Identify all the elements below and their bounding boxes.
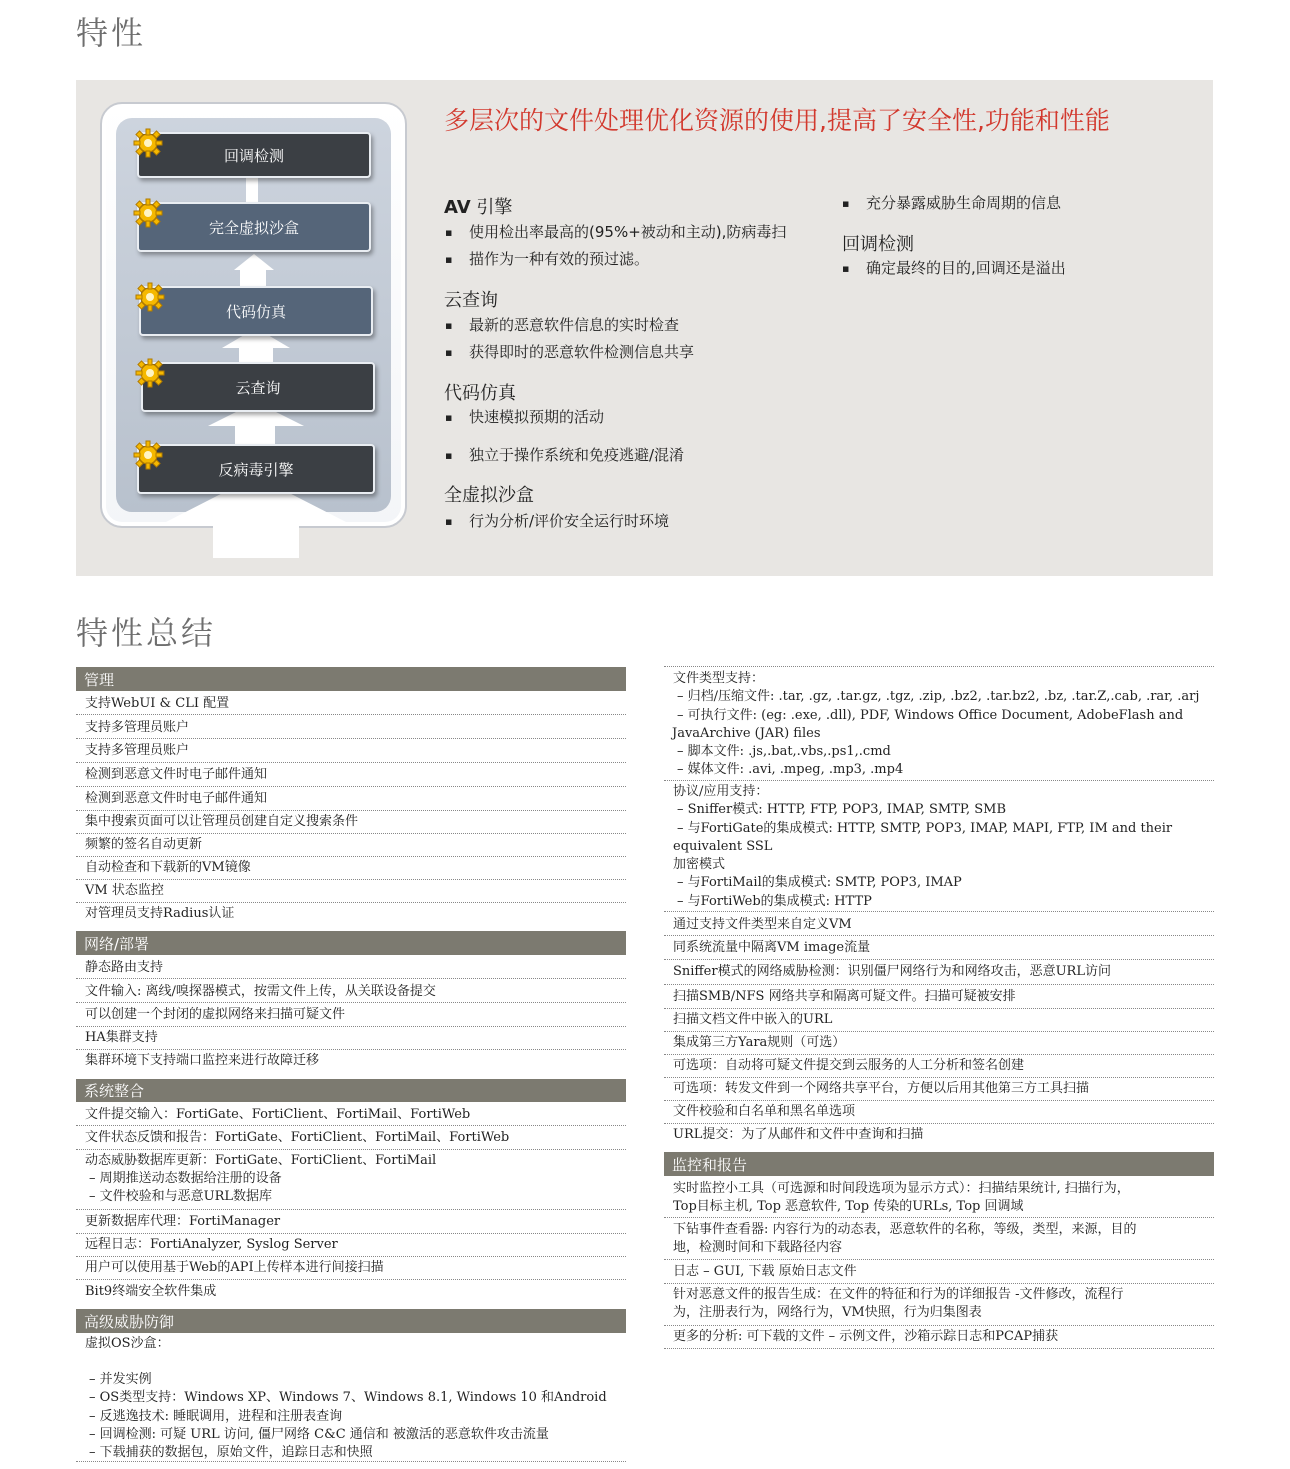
bullet-item: ▪ 使用检出率最高的(95%+被动和主动),防病毒扫 xyxy=(469,219,786,246)
category-network: 网络/部署 xyxy=(76,931,626,955)
row-text: 更多的分析: 可下载的文件 – 示例文件，沙箱示踪日志和PCAP捕获 xyxy=(673,1329,1059,1344)
section-av-engine xyxy=(444,193,512,219)
table-row xyxy=(76,1050,626,1075)
table-row xyxy=(664,1285,1214,1326)
row-text: 更新数据库代理：FortiManager xyxy=(85,1214,281,1229)
diagram-box-av: 反病毒引擎 xyxy=(137,444,375,494)
row-text: 检测到恶意文件时电子邮件通知 xyxy=(85,767,268,782)
row-text: Bit9终端安全软件集成 xyxy=(85,1284,217,1299)
bullet-item: ▪ 获得即时的恶意软件检测信息共享 xyxy=(469,339,694,366)
row-text: 可选项：转发文件到一个网络共享平台，方便以后用其他第三方工具扫描 xyxy=(673,1081,1090,1096)
row-text: – 周期推送动态数据给注册的设备 xyxy=(89,1171,282,1186)
row-text: – 可执行文件: (eg: .exe, .dll), PDF, Windows Office Document, AdobeFlash and xyxy=(677,707,1184,723)
section-full-sandbox: 全虚拟沙盒 xyxy=(444,485,534,506)
row-text: 可以创建一个封闭的虚拟网络来扫描可疑文件 xyxy=(85,1007,346,1022)
row-text: 远程日志：FortiAnalyzer, Syslog Server xyxy=(85,1237,338,1252)
table-row xyxy=(76,1234,626,1257)
row-text: 通过支持文件类型来自定义VM xyxy=(673,917,852,932)
row-text: – OS类型支持：Windows XP、Windows 7、Windows 8.1, Windows 10 和Android xyxy=(89,1390,607,1406)
bullet-item: ▪ 确定最终的目的,回调还是溢出 xyxy=(866,255,1066,282)
row-text: 用户可以使用基于Web的API上传样本进行间接扫描 xyxy=(85,1260,384,1275)
table-row xyxy=(664,986,1214,1009)
row-text: 支持WebUI & CLI 配置 xyxy=(85,696,230,711)
gear-icon xyxy=(135,282,165,312)
section-callback-detection: 回调检测 xyxy=(842,234,914,255)
table-row xyxy=(76,1280,626,1305)
row-text: 虚拟OS沙盒： xyxy=(85,1336,170,1351)
bullet-item: ▪ 最新的恶意软件信息的实时检查 xyxy=(469,312,679,339)
table-row xyxy=(76,857,626,880)
table-row xyxy=(76,980,626,1003)
row-text: – 归档/压缩文件: .tar, .gz, .tar.gz, .tgz, .zip, .bz2, .tar.bz2, .bz, .tar.Z,.cab, .rar, .arj xyxy=(677,689,1200,705)
category-system-integration: 系统整合 xyxy=(76,1079,626,1102)
table-row xyxy=(76,1004,626,1027)
table-row xyxy=(76,811,626,834)
table-row xyxy=(664,1055,1214,1078)
row-text: 集中搜索页面可以让管理员创建自定义搜索条件 xyxy=(85,814,359,829)
row-text: 支持多管理员账户 xyxy=(85,743,190,758)
row-text: Sniffer模式的网络威胁检测：识别僵尸网络行为和网络攻击，恶意URL访问 xyxy=(673,964,1111,979)
row-text: 下钻事件查看器: 内容行为的动态表，恶意软件的名称，等级，类型，来源，目的 xyxy=(673,1222,1137,1237)
bullet-item: ▪ 独立于操作系统和免疫逃避/混淆 xyxy=(469,442,684,469)
row-text: – 脚本文件: .js,.bat,.vbs,.ps1,.cmd xyxy=(677,744,891,760)
row-text: HA集群支持 xyxy=(85,1030,158,1045)
table-row xyxy=(664,961,1214,985)
table-row xyxy=(76,956,626,979)
table-row xyxy=(76,1103,626,1126)
row-text: 针对恶意文件的报告生成：在文件的特征和行为的详细报告 -文件修改，流程行 xyxy=(673,1287,1124,1302)
diagram-box-emulation: 代码仿真 xyxy=(139,286,373,336)
row-text: – 与FortiGate的集成模式: HTTP, SMTP, POP3, IMAP, MAPI, FTP, IM and their xyxy=(677,820,1173,836)
table-row xyxy=(76,692,626,715)
section-code-emulation: 代码仿真 xyxy=(444,383,516,404)
table-row xyxy=(664,1032,1214,1055)
row-text: 协议/应用支持： xyxy=(673,784,769,799)
arrow-icon xyxy=(240,270,266,286)
row-text: 文件类型支持： xyxy=(673,671,765,686)
bullet-item: ▪ 行为分析/评价安全运行时环境 xyxy=(469,508,669,535)
row-text: 集成第三方Yara规则（可选） xyxy=(673,1035,846,1050)
row-text: – 媒体文件: .avi, .mpeg, .mp3, .mp4 xyxy=(677,762,904,778)
category-monitoring: 监控和报告 xyxy=(664,1152,1214,1176)
row-text: Top目标主机, Top 恶意软件, Top 传染的URLs, Top 回调域 xyxy=(673,1199,1024,1214)
row-text: 扫描SMB/NFS 网络共享和隔离可疑文件。扫描可疑被安排 xyxy=(673,989,1016,1004)
table-row xyxy=(76,903,626,926)
table-row xyxy=(76,716,626,739)
arrow-icon xyxy=(234,254,274,270)
row-text: 加密模式 xyxy=(673,857,726,873)
category-management: 管理 xyxy=(76,667,626,691)
row-text: 文件状态反馈和报告：FortiGate、FortiClient、FortiMail、FortiWeb xyxy=(85,1130,510,1145)
table-row xyxy=(664,1177,1214,1218)
table-row xyxy=(664,1219,1214,1260)
table-row xyxy=(76,1151,626,1210)
row-text: – 反逃逸技术: 睡眠调用，进程和注册表查询 xyxy=(89,1408,343,1424)
page-title-summary: 特性总结 xyxy=(76,614,217,652)
row-text: – 文件校验和与恶意URL数据库 xyxy=(89,1189,273,1204)
row-text: 日志 – GUI, 下载 原始日志文件 xyxy=(673,1264,857,1279)
table-row xyxy=(76,1127,626,1150)
av-suffix: 引擎 xyxy=(470,197,513,218)
category-advanced-threat: 高级威胁防御 xyxy=(76,1309,626,1333)
row-text: 文件输入: 离线/嗅探器模式，按需文件上传，从关联设备提交 xyxy=(85,984,436,999)
row-text: equivalent SSL xyxy=(673,838,773,854)
gear-icon xyxy=(133,128,163,158)
table-row xyxy=(664,1101,1214,1124)
gear-icon xyxy=(135,358,165,388)
row-text: 对管理员支持Radius认证 xyxy=(85,906,235,921)
table-row xyxy=(664,937,1214,960)
row-text: 集群环境下支持端口监控来进行故障迁移 xyxy=(85,1053,320,1068)
table-row xyxy=(664,913,1214,936)
table-row xyxy=(76,1334,626,1462)
row-text: VM 状态监控 xyxy=(85,883,164,898)
row-text: 频繁的签名自动更新 xyxy=(85,837,203,852)
gear-icon xyxy=(133,198,163,228)
table-row xyxy=(76,1257,626,1280)
row-text: – 下载捕获的数据包，原始文件，追踪日志和快照 xyxy=(89,1445,373,1461)
diagram-box-cloud: 云查询 xyxy=(141,362,375,412)
bullet-item: ▪ 快速模拟预期的活动 xyxy=(469,404,604,431)
row-text: 支持多管理员账户 xyxy=(85,720,190,735)
row-spacer xyxy=(85,1353,626,1371)
row-text: 地，检测时间和下载路径内容 xyxy=(673,1240,843,1255)
av-prefix: AV xyxy=(444,197,471,218)
table-row xyxy=(664,1327,1214,1349)
table-row xyxy=(664,1009,1214,1032)
table-row xyxy=(76,764,626,787)
table-row xyxy=(76,1211,626,1234)
table-row xyxy=(664,782,1214,912)
row-text: 检测到恶意文件时电子邮件通知 xyxy=(85,791,268,806)
row-text: – Sniffer模式: HTTP, FTP, POP3, IMAP, SMTP, SMB xyxy=(677,802,1007,818)
gear-icon xyxy=(133,440,163,470)
row-text: – 回调检测: 可疑 URL 访问, 僵尸网络 C&C 通信和 被激活的恶意软件攻击流量 xyxy=(89,1426,549,1442)
row-text: 为，注册表行为，网络行为，VM快照，行为归集图表 xyxy=(673,1305,982,1320)
row-text: – 与FortiWeb的集成模式: HTTP xyxy=(677,893,872,909)
row-text: 实时监控小工具（可选源和时间段选项为显示方式）：扫描结果统计, 扫描行为， xyxy=(673,1181,1130,1196)
page-title-features: 特性 xyxy=(76,14,147,52)
table-row xyxy=(76,740,626,763)
row-text: 自动检查和下载新的VM镜像 xyxy=(85,860,251,875)
feature-headline: 多层次的文件处理优化资源的使用,提高了安全性,功能和性能 xyxy=(444,106,1110,135)
bullet-item: ▪ 充分暴露威胁生命周期的信息 xyxy=(866,190,1061,217)
table-row-top-border xyxy=(664,650,1214,667)
row-text: 文件校验和白名单和黑名单选项 xyxy=(673,1104,856,1119)
row-text: URL提交：为了从邮件和文件中查询和扫描 xyxy=(673,1127,924,1142)
table-row xyxy=(76,788,626,811)
table-row xyxy=(76,1027,626,1050)
row-text: JavaArchive (JAR) files xyxy=(672,725,821,741)
table-row xyxy=(664,1078,1214,1101)
table-row xyxy=(76,834,626,857)
bullet-item-continuation: ▪ 描作为一种有效的预过滤。 xyxy=(469,246,649,273)
table-row xyxy=(664,669,1214,781)
diagram-box-sandbox: 完全虚拟沙盒 xyxy=(137,202,371,252)
row-text: 同系统流量中隔离VM image流量 xyxy=(673,940,871,955)
diagram-box-callback: 回调检测 xyxy=(137,132,371,178)
table-row xyxy=(664,1261,1214,1284)
table-row xyxy=(664,1124,1214,1148)
arrow-icon xyxy=(246,178,258,202)
row-text: – 并发实例 xyxy=(89,1372,152,1388)
table-row xyxy=(76,880,626,903)
row-text: 静态路由支持 xyxy=(85,960,164,975)
section-cloud-query: 云查询 xyxy=(444,290,498,311)
row-text: 可选项：自动将可疑文件提交到云服务的人工分析和签名创建 xyxy=(673,1058,1025,1073)
row-text: 扫描文档文件中嵌入的URL xyxy=(673,1012,833,1027)
row-text: 动态威胁数据库更新：FortiGate、FortiClient、FortiMail xyxy=(85,1153,437,1168)
row-text: 文件提交输入：FortiGate、FortiClient、FortiMail、FortiWeb xyxy=(85,1107,471,1122)
row-text: – 与FortiMail的集成模式: SMTP, POP3, IMAP xyxy=(677,875,962,891)
